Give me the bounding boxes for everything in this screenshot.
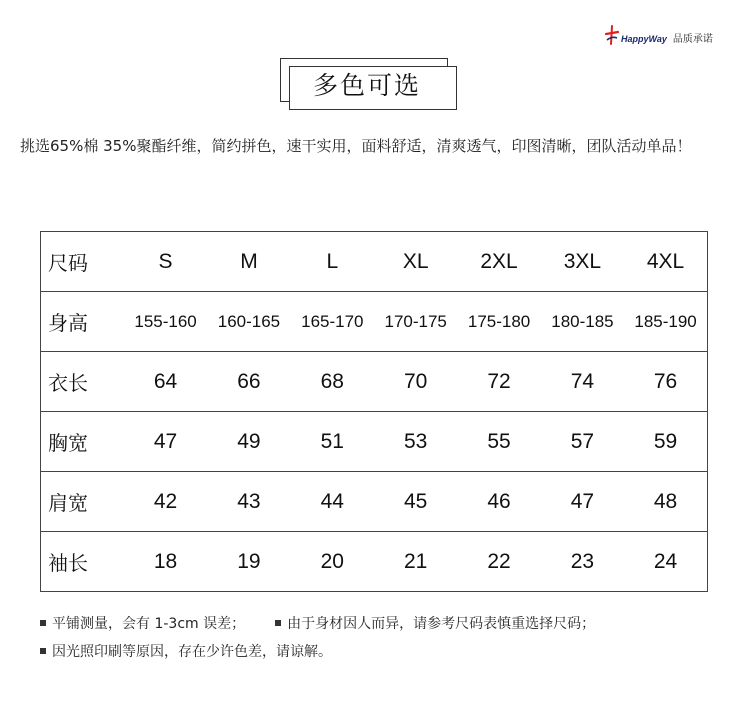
- table-cell: 21: [374, 532, 457, 592]
- table-cell: 185-190: [624, 292, 707, 352]
- notes: [40, 610, 740, 666]
- table-cell: 22: [457, 532, 540, 592]
- table-cell: 74: [541, 352, 624, 412]
- table-cell: 49: [207, 412, 290, 472]
- table-cell: 51: [291, 412, 374, 472]
- size-header-cell: XL: [374, 232, 457, 292]
- table-cell: 43: [207, 472, 290, 532]
- table-cell: 57: [541, 412, 624, 472]
- size-header-cell: 2XL: [457, 232, 540, 292]
- brand-name: HappyWay: [621, 33, 667, 44]
- size-header-cell: S: [124, 232, 207, 292]
- table-row: [41, 352, 708, 412]
- notes-line-1: [40, 610, 740, 638]
- row-label: 肩宽: [41, 472, 124, 532]
- table-cell: 55: [457, 412, 540, 472]
- size-chart-table: [40, 231, 708, 592]
- table-cell: 46: [457, 472, 540, 532]
- notes-line-2: [40, 638, 740, 666]
- table-cell: 23: [541, 532, 624, 592]
- table-row: [41, 532, 708, 592]
- table-cell: 42: [124, 472, 207, 532]
- happyway-logo-icon: [604, 25, 620, 45]
- table-cell: 165-170: [291, 292, 374, 352]
- table-cell: 44: [291, 472, 374, 532]
- table-cell: 70: [374, 352, 457, 412]
- brand-slogan: 品质承诺: [672, 34, 713, 45]
- table-header-row: [41, 232, 708, 292]
- table-cell: 53: [374, 412, 457, 472]
- size-header-cell: 3XL: [541, 232, 624, 292]
- table-row: [41, 292, 708, 352]
- row-label: 胸宽: [41, 412, 124, 472]
- square-bullet-icon: [40, 648, 46, 654]
- table-cell: 68: [291, 352, 374, 412]
- note-text: 平铺测量，会有 1-3cm 误差；: [52, 616, 246, 632]
- table-row: [41, 412, 708, 472]
- row-label: 衣长: [41, 352, 124, 412]
- table-cell: 180-185: [541, 292, 624, 352]
- table-cell: 155-160: [124, 292, 207, 352]
- table-cell: 76: [624, 352, 707, 412]
- note-text: 因光照印刷等原因，存在少许色差，请谅解。: [52, 644, 332, 660]
- table-cell: 160-165: [207, 292, 290, 352]
- table-cell: 66: [207, 352, 290, 412]
- title-box: [280, 58, 458, 110]
- row-label: 身高: [41, 292, 124, 352]
- note-item: [40, 638, 332, 666]
- table-cell: 72: [457, 352, 540, 412]
- table-cell: 59: [624, 412, 707, 472]
- table-cell: 48: [624, 472, 707, 532]
- table-row: [41, 472, 708, 532]
- brand: [604, 24, 713, 45]
- row-label: 袖长: [41, 532, 124, 592]
- size-header-cell: 4XL: [624, 232, 707, 292]
- page-title: 多色可选: [312, 71, 421, 100]
- table-cell: 64: [124, 352, 207, 412]
- table-cell: 170-175: [374, 292, 457, 352]
- note-item: [40, 610, 245, 638]
- table-cell: 24: [624, 532, 707, 592]
- size-header-cell: M: [207, 232, 290, 292]
- table-cell: 47: [124, 412, 207, 472]
- size-header-cell: L: [291, 232, 374, 292]
- row-label: 尺码: [41, 232, 124, 292]
- table-cell: 18: [124, 532, 207, 592]
- note-text: 由于身材因人而异，请参考尺码表慎重选择尺码；: [287, 616, 596, 632]
- product-description: 挑选65%棉 35%聚酯纤维，简约拼色，速干实用，面料舒适，清爽透气，印图清晰，团队活动单品！: [20, 137, 692, 155]
- note-item: [275, 610, 595, 638]
- table-cell: 20: [291, 532, 374, 592]
- table-cell: 19: [207, 532, 290, 592]
- square-bullet-icon: [40, 620, 46, 626]
- table-cell: 47: [541, 472, 624, 532]
- table-cell: 175-180: [457, 292, 540, 352]
- square-bullet-icon: [275, 620, 281, 626]
- table-cell: 45: [374, 472, 457, 532]
